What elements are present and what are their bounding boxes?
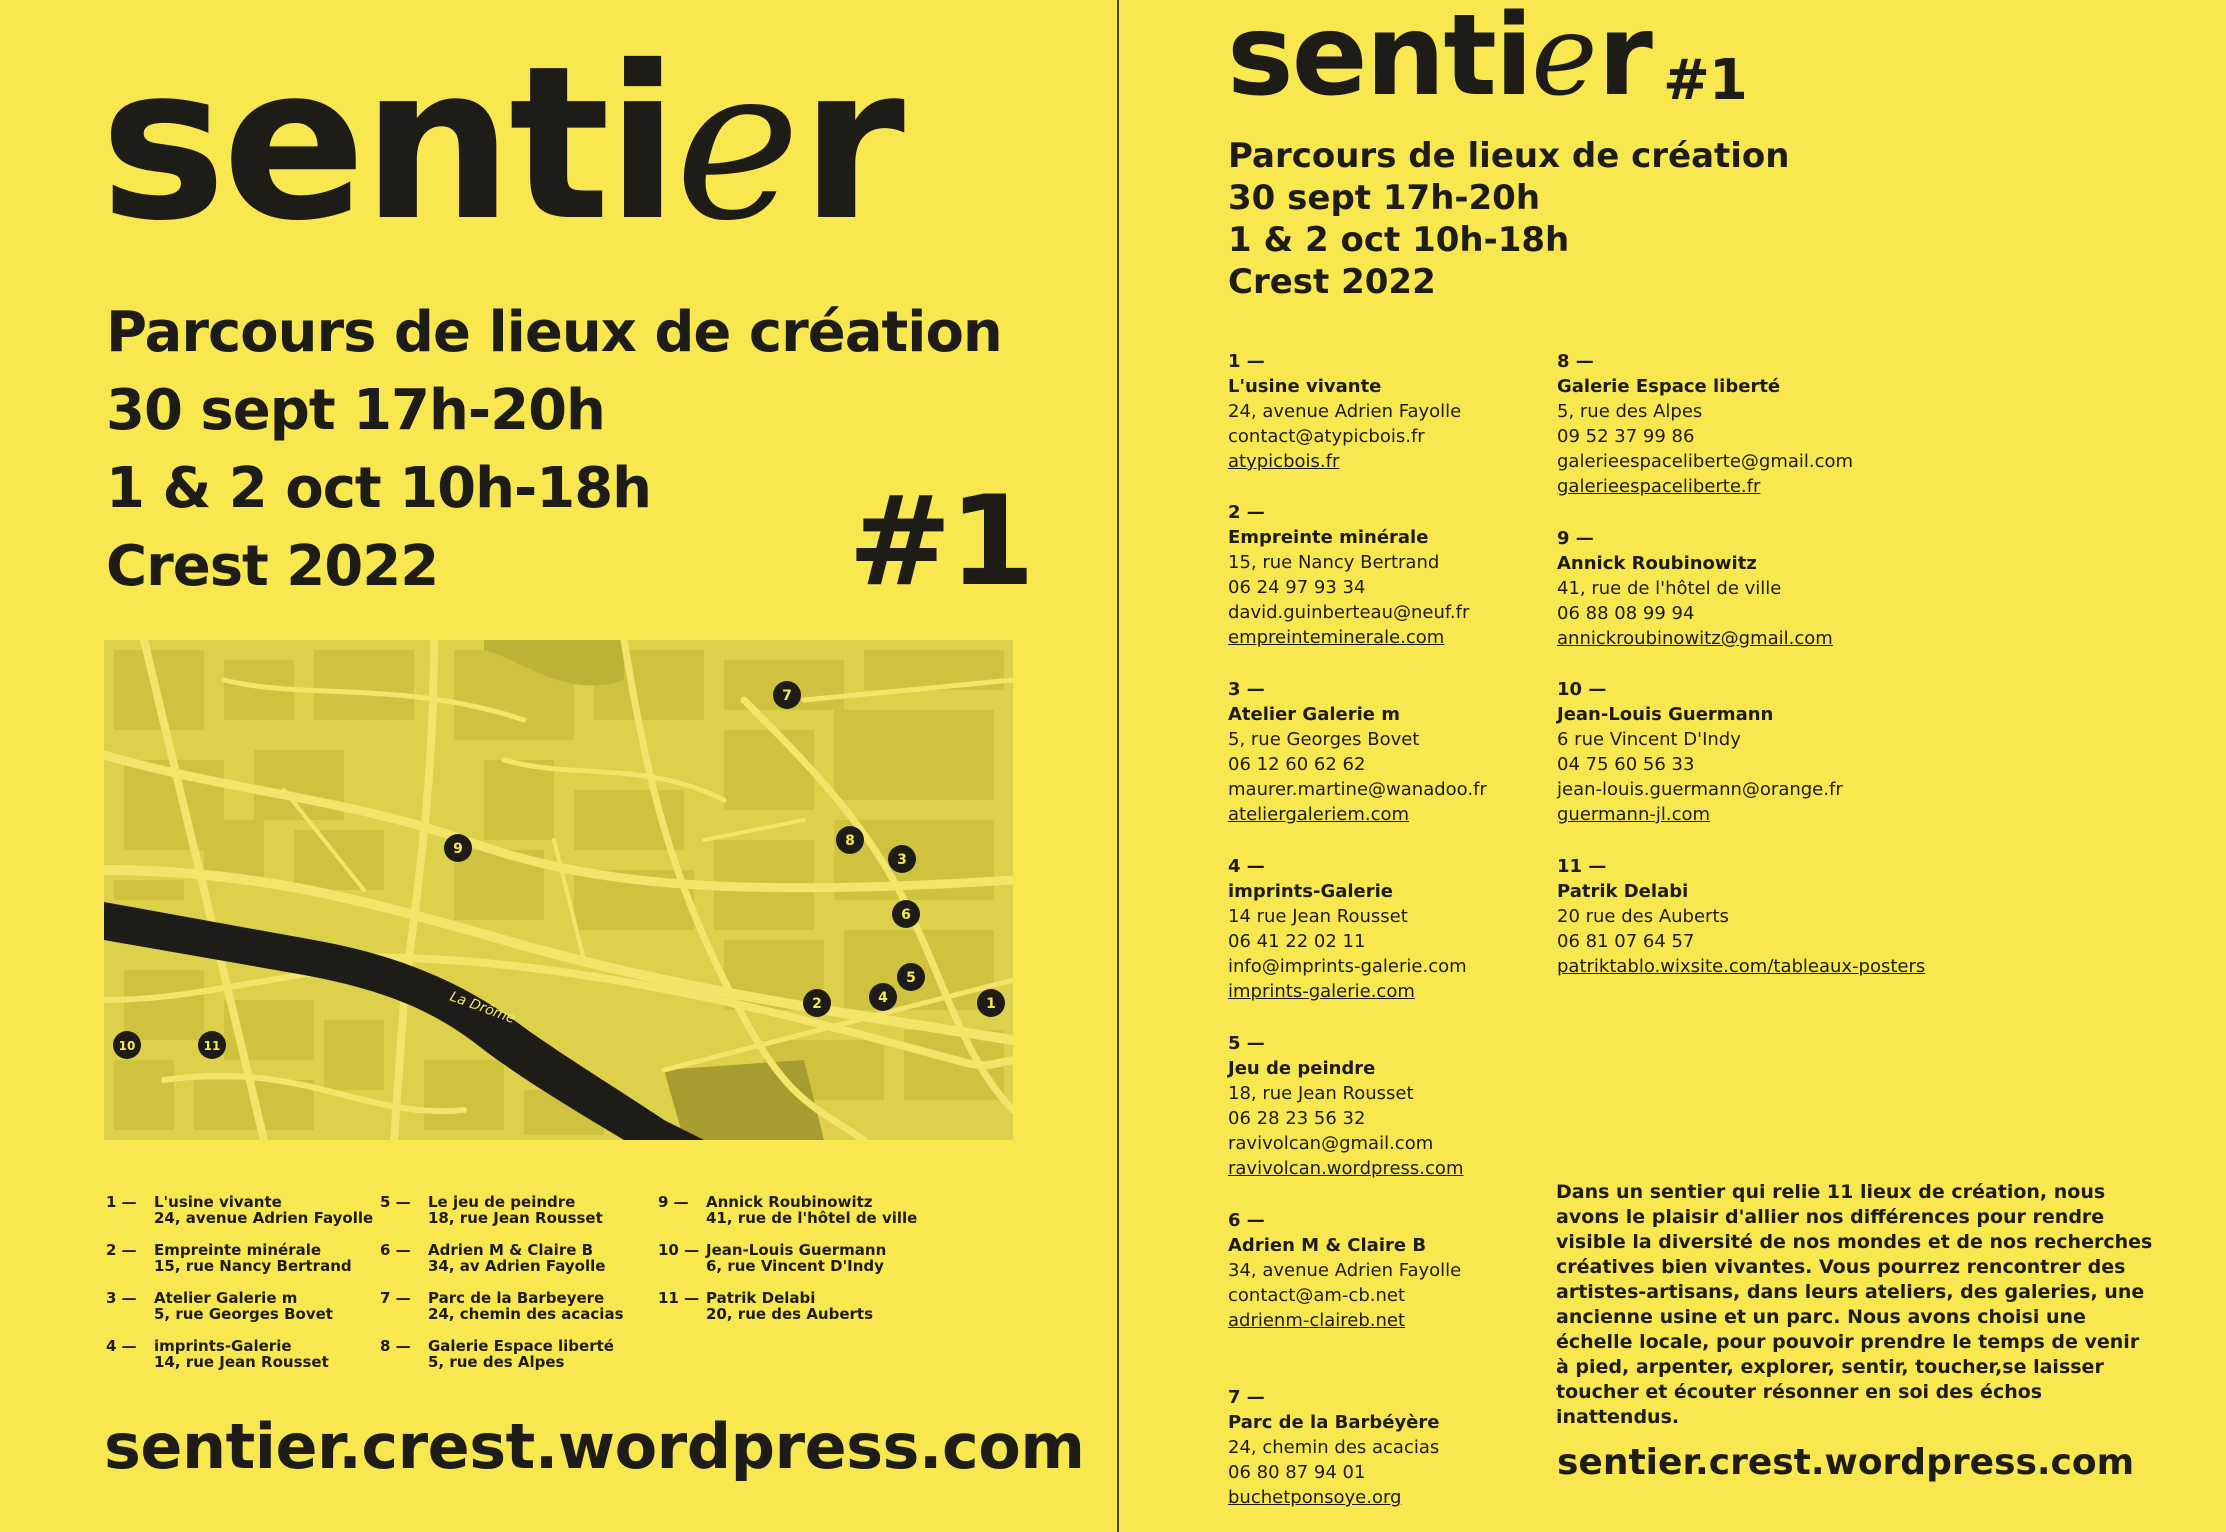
- map-marker-label: 1: [986, 996, 996, 1012]
- map-marker-label: 10: [118, 1039, 136, 1053]
- venue-entry: [1557, 677, 1887, 827]
- venue-detail: 06 28 23 56 32: [1228, 1108, 1366, 1129]
- map-marker[interactable]: [892, 900, 920, 928]
- venue-detail[interactable]: jean-louis.guermann@orange.fr: [1557, 779, 1843, 800]
- map-marker[interactable]: [113, 1031, 141, 1059]
- venue-detail: 14 rue Jean Rousset: [1228, 906, 1408, 927]
- map-marker[interactable]: [773, 681, 801, 709]
- map-block: [114, 880, 184, 900]
- venue-name: L'usine vivante: [1228, 376, 1382, 397]
- legend-venue-address: 6, rue Vincent D'Indy: [706, 1257, 884, 1275]
- legend-venue-name: Adrien M & Claire B: [428, 1241, 594, 1259]
- date-line-2-small: 1 & 2 oct 10h-18h: [1228, 220, 1570, 260]
- venue-link[interactable]: guermann-jl.com: [1557, 804, 1711, 825]
- legend-venue-name: Patrik Delabi: [706, 1289, 816, 1307]
- map-marker-label: 4: [878, 990, 888, 1006]
- map-marker[interactable]: [803, 989, 831, 1017]
- venue-link[interactable]: ravivolcan.wordpress.com: [1228, 1158, 1464, 1179]
- place-year-small: Crest 2022: [1228, 262, 1436, 302]
- venue-entry: [1557, 854, 1926, 979]
- legend-text: [706, 1290, 873, 1322]
- venue-detail: 15, rue Nancy Bertrand: [1228, 552, 1440, 573]
- legend-venue-name: Parc de la Barbeyere: [428, 1289, 605, 1307]
- venue-entry: [1228, 1208, 1558, 1333]
- venue-number: 7 —: [1228, 1387, 1265, 1408]
- map-marker-label: 2: [812, 996, 822, 1012]
- legend-venue-name: L'usine vivante: [154, 1193, 282, 1211]
- legend-venue-name: Atelier Galerie m: [154, 1289, 298, 1307]
- map-graphic: [104, 640, 1013, 1140]
- subtitle-small: Parcours de lieux de création: [1228, 136, 1790, 176]
- map-block: [834, 710, 994, 800]
- legend-number: 6 —: [380, 1241, 411, 1259]
- legend-number: 4 —: [106, 1337, 137, 1355]
- venue-number: 9 —: [1557, 528, 1594, 549]
- venue-name: Empreinte minérale: [1228, 527, 1429, 548]
- website-url[interactable]: sentier.crest.wordpress.com: [104, 1410, 1085, 1483]
- venue-detail: 41, rue de l'hôtel de ville: [1557, 578, 1782, 599]
- legend-text: [706, 1194, 917, 1226]
- map-block: [124, 970, 204, 1040]
- map-marker-label: 11: [203, 1039, 221, 1053]
- venue-link[interactable]: annickroubinowitz@gmail.com: [1557, 628, 1833, 649]
- venue-link[interactable]: buchetponsoye.org: [1228, 1487, 1402, 1508]
- legend-text: [154, 1338, 329, 1370]
- venue-detail: 06 12 60 62 62: [1228, 754, 1366, 775]
- legend-venue-address: 34, av Adrien Fayolle: [428, 1257, 606, 1275]
- legend-number: 3 —: [106, 1289, 137, 1307]
- venue-number: 2 —: [1228, 502, 1265, 523]
- map-marker-label: 7: [782, 688, 792, 704]
- venue-detail: 06 41 22 02 11: [1228, 931, 1366, 952]
- venue-number: 8 —: [1557, 351, 1594, 372]
- river-label: La Drôme: [447, 988, 518, 1028]
- legend-number: 8 —: [380, 1337, 411, 1355]
- venue-entry: [1228, 1031, 1558, 1181]
- venue-link[interactable]: empreinteminerale.com: [1228, 627, 1445, 648]
- venue-name: imprints-Galerie: [1228, 881, 1394, 902]
- logo-small: sentier: [1227, 0, 1651, 121]
- legend-venue-address: 14, rue Jean Rousset: [154, 1353, 329, 1371]
- venue-detail: 24, avenue Adrien Fayolle: [1228, 401, 1462, 422]
- legend-text: [428, 1194, 603, 1226]
- logo-large: sentier: [100, 20, 901, 267]
- legend-venue-name: Annick Roubinowitz: [706, 1193, 873, 1211]
- venue-detail: 04 75 60 56 33: [1557, 754, 1695, 775]
- map-marker-label: 5: [906, 970, 916, 986]
- legend-number: 2 —: [106, 1241, 137, 1259]
- legend-number: 1 —: [106, 1193, 137, 1211]
- legend-venue-name: Empreinte minérale: [154, 1241, 322, 1259]
- legend-text: [428, 1338, 614, 1370]
- legend-venue-address: 41, rue de l'hôtel de ville: [706, 1209, 918, 1227]
- venue-number: 5 —: [1228, 1033, 1265, 1054]
- legend-number: 9 —: [658, 1193, 689, 1211]
- legend-venue-name: imprints-Galerie: [154, 1337, 292, 1355]
- venue-name: Jean-Louis Guermann: [1557, 704, 1774, 725]
- date-line-1-small: 30 sept 17h-20h: [1228, 178, 1541, 218]
- venue-detail: 20 rue des Auberts: [1557, 906, 1729, 927]
- map-marker[interactable]: [888, 845, 916, 873]
- venue-entry: [1557, 526, 1887, 651]
- map-marker[interactable]: [444, 834, 472, 862]
- map-marker-label: 6: [901, 907, 911, 923]
- map-marker[interactable]: [897, 963, 925, 991]
- venue-detail: 18, rue Jean Rousset: [1228, 1083, 1414, 1104]
- map-marker-label: 8: [845, 833, 855, 849]
- venue-name: Galerie Espace liberté: [1557, 376, 1781, 397]
- venue-detail: 6 rue Vincent D'Indy: [1557, 729, 1741, 750]
- venue-entry: [1228, 500, 1558, 650]
- legend-venue-name: Galerie Espace liberté: [428, 1337, 614, 1355]
- legend-venue-name: Le jeu de peindre: [428, 1193, 576, 1211]
- venue-number: 10 —: [1557, 679, 1607, 700]
- map-marker[interactable]: [198, 1031, 226, 1059]
- legend-number: 10 —: [658, 1241, 700, 1259]
- legend-number: 5 —: [380, 1193, 411, 1211]
- venue-name: Jeu de peindre: [1228, 1058, 1376, 1079]
- venue-link[interactable]: adrienm-claireb.net: [1228, 1310, 1406, 1331]
- map-marker[interactable]: [977, 989, 1005, 1017]
- map-block: [324, 1020, 384, 1090]
- legend-venue-name: Jean-Louis Guermann: [706, 1241, 887, 1259]
- venue-detail[interactable]: ravivolcan@gmail.com: [1228, 1133, 1434, 1154]
- legend-number: 7 —: [380, 1289, 411, 1307]
- venue-detail: 5, rue des Alpes: [1557, 401, 1703, 422]
- legend-venue-address: 24, chemin des acacias: [428, 1305, 624, 1323]
- venue-detail: 06 24 97 93 34: [1228, 577, 1366, 598]
- venue-name: Annick Roubinowitz: [1557, 553, 1757, 574]
- legend-venue-address: 24, avenue Adrien Fayolle: [154, 1209, 374, 1227]
- venue-name: Patrik Delabi: [1557, 881, 1689, 902]
- map-marker[interactable]: [869, 983, 897, 1011]
- venue-detail: 06 80 87 94 01: [1228, 1462, 1366, 1483]
- venue-detail[interactable]: galerieespaceliberte@gmail.com: [1557, 451, 1854, 472]
- place-year: Crest 2022: [106, 534, 439, 599]
- venue-link[interactable]: atypicbois.fr: [1228, 451, 1340, 472]
- legend-venue-address: 5, rue Georges Bovet: [154, 1305, 333, 1323]
- poster-right: [1119, 0, 2226, 1532]
- venue-detail[interactable]: david.guinberteau@neuf.fr: [1228, 602, 1470, 623]
- map-marker[interactable]: [836, 826, 864, 854]
- issue-number: #1: [848, 470, 1033, 614]
- legend-venue-address: 18, rue Jean Rousset: [428, 1209, 603, 1227]
- map-block: [424, 1060, 504, 1130]
- venue-detail: 34, avenue Adrien Fayolle: [1228, 1260, 1462, 1281]
- venue-detail[interactable]: contact@am-cb.net: [1228, 1285, 1406, 1306]
- venue-detail: 06 88 08 99 94: [1557, 603, 1695, 624]
- venue-entry: [1228, 1385, 1558, 1510]
- legend-text: [428, 1242, 605, 1274]
- map-block: [484, 760, 554, 840]
- map-block: [314, 650, 414, 720]
- legend-venue-address: 20, rue des Auberts: [706, 1305, 874, 1323]
- date-line-1: 30 sept 17h-20h: [106, 378, 605, 443]
- venue-name: Adrien M & Claire B: [1228, 1235, 1427, 1256]
- venue-detail: 24, chemin des acacias: [1228, 1437, 1440, 1458]
- venue-number: 4 —: [1228, 856, 1265, 877]
- map-marker-label: 9: [453, 841, 463, 857]
- venue-number: 6 —: [1228, 1210, 1265, 1231]
- venue-link[interactable]: imprints-galerie.com: [1228, 981, 1415, 1002]
- venue-link[interactable]: ateliergaleriem.com: [1228, 804, 1410, 825]
- legend-venue-address: 5, rue des Alpes: [428, 1353, 565, 1371]
- venue-number: 11 —: [1557, 856, 1607, 877]
- venue-entry: [1228, 349, 1558, 474]
- map-block: [724, 730, 814, 810]
- venue-entry: [1557, 349, 1887, 499]
- legend-number: 11 —: [658, 1289, 700, 1307]
- venue-entry: [1228, 677, 1558, 827]
- venue-number: 3 —: [1228, 679, 1265, 700]
- venue-detail: 06 81 07 64 57: [1557, 931, 1695, 952]
- venue-link[interactable]: galerieespaceliberte.fr: [1557, 476, 1761, 497]
- issue-number-small: #1: [1663, 48, 1747, 113]
- legend-venue-address: 15, rue Nancy Bertrand: [154, 1257, 352, 1275]
- date-line-2: 1 & 2 oct 10h-18h: [106, 456, 652, 521]
- map-marker-label: 3: [897, 852, 907, 868]
- venue-link[interactable]: patriktablo.wixsite.com/tableaux-posters: [1557, 956, 1926, 977]
- venue-detail[interactable]: contact@atypicbois.fr: [1228, 426, 1425, 447]
- venue-number: 1 —: [1228, 351, 1265, 372]
- venue-detail[interactable]: info@imprints-galerie.com: [1228, 956, 1467, 977]
- legend-text: [154, 1194, 373, 1226]
- venue-detail: 5, rue Georges Bovet: [1228, 729, 1420, 750]
- legend-text: [706, 1242, 886, 1274]
- description-text: Dans un sentier qui relie 11 lieux de création, nous avons le plaisir d'allier nos différences pour rendre visible la diversité de nos mondes et de nos recherches créatives bien vivantes. Vous pourrez rencontrer des artistes-artisans, dans leurs ateliers, des galeries, une ancienne usine et un parc. Nous avons choisi une échelle locale, pour pouvoir prendre le temps de venir à pied, arpenter, explorer, sentir, toucher,se laisser toucher et écouter résonner en soi des échos inattendus.: [1556, 1181, 2153, 1428]
- venue-detail[interactable]: maurer.martine@wanadoo.fr: [1228, 779, 1487, 800]
- venue-name: Atelier Galerie m: [1228, 704, 1401, 725]
- legend-text: [428, 1290, 624, 1322]
- subtitle: Parcours de lieux de création: [106, 300, 1002, 365]
- venue-entry: [1228, 854, 1558, 1004]
- map[interactable]: [104, 640, 1013, 1140]
- venue-name: Parc de la Barbéyère: [1228, 1412, 1440, 1433]
- legend-text: [154, 1242, 352, 1274]
- legend-text: [154, 1290, 333, 1322]
- venue-detail: 09 52 37 99 86: [1557, 426, 1695, 447]
- website-url-small[interactable]: sentier.crest.wordpress.com: [1557, 1442, 2135, 1483]
- map-block: [114, 1060, 174, 1130]
